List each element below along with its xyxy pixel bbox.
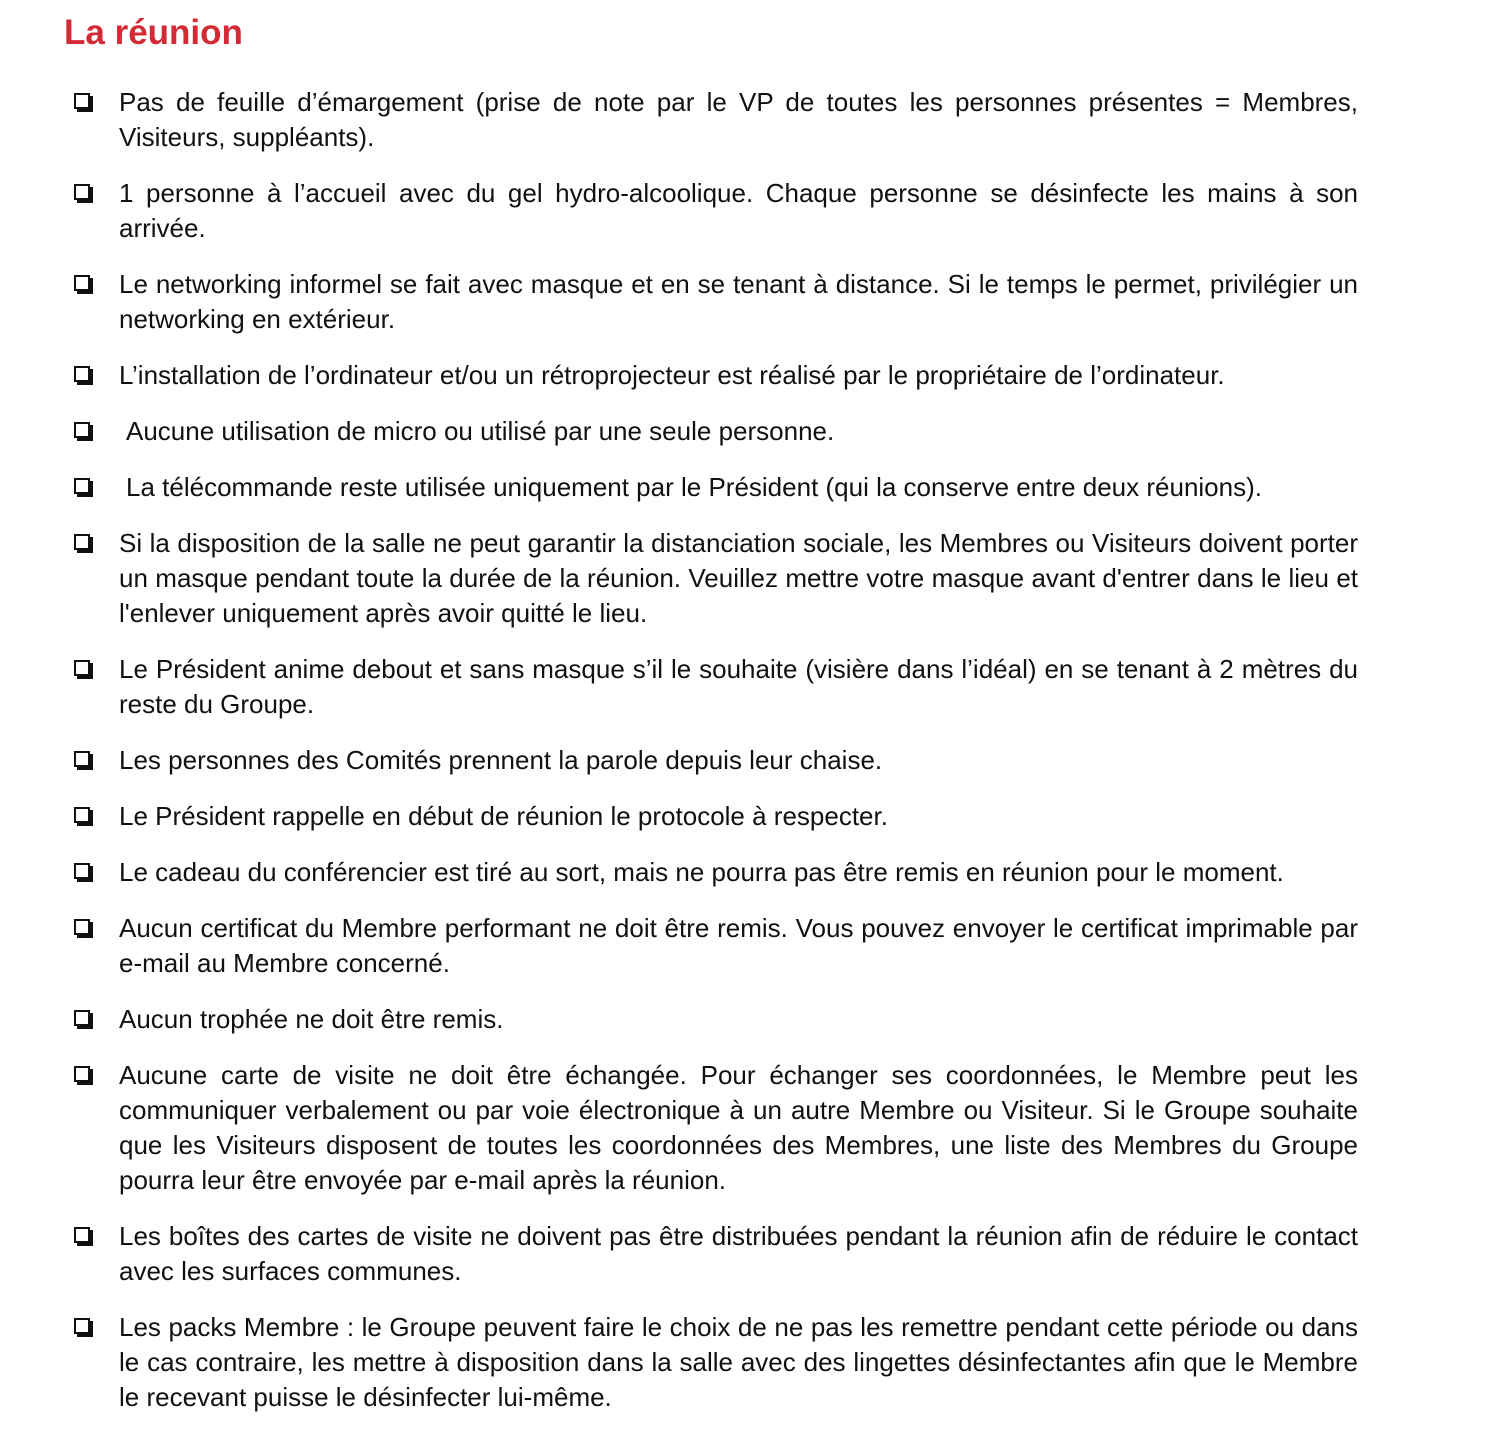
square-checkbox-icon	[74, 1066, 90, 1082]
square-checkbox-icon	[74, 919, 90, 935]
list-item	[72, 176, 1358, 246]
list-item	[72, 358, 1358, 393]
list-item	[72, 1310, 1358, 1415]
square-checkbox-icon	[74, 1227, 90, 1243]
list-item	[72, 652, 1358, 722]
list-item	[72, 267, 1358, 337]
square-checkbox-icon	[74, 478, 90, 494]
square-checkbox-icon	[74, 184, 90, 200]
list-item-text: Le Président rappelle en début de réunion le protocole à respecter.	[119, 801, 888, 831]
list-item-text: Aucune utilisation de micro ou utilisé par une seule personne.	[126, 416, 835, 446]
list-item-text: Aucun trophée ne doit être remis.	[119, 1004, 504, 1034]
square-checkbox-icon	[74, 422, 90, 438]
square-checkbox-icon	[74, 863, 90, 879]
list-item	[72, 470, 1358, 505]
list-item-text: Aucun certificat du Membre performant ne doit être remis. Vous pouvez envoyer le certificat imprimable par e-mail au Membre concerné.	[119, 913, 1358, 978]
list-item-text: Aucune carte de visite ne doit être échangée. Pour échanger ses coordonnées, le Membre peut les communiquer verbalement ou par voie électronique à un autre Membre ou Visiteur. Si le Groupe souhaite que les Visiteurs disposent de toutes les coordonnées des Membres, une liste des Membres du Groupe pourra leur être envoyée par e-mail après la réunion.	[119, 1060, 1358, 1195]
square-checkbox-icon	[74, 660, 90, 676]
list-item-text: Les personnes des Comités prennent la parole depuis leur chaise.	[119, 745, 883, 775]
list-item-text: Les boîtes des cartes de visite ne doivent pas être distribuées pendant la réunion afin de réduire le contact avec les surfaces communes.	[119, 1221, 1358, 1286]
list-item-text: Le networking informel se fait avec masque et en se tenant à distance. Si le temps le permet, privilégier un networking en extérieur.	[119, 269, 1358, 334]
square-checkbox-icon	[74, 534, 90, 550]
list-item-text: La télécommande reste utilisée uniquement par le Président (qui la conserve entre deux réunions).	[126, 472, 1262, 502]
list-item	[72, 799, 1358, 834]
list-item	[72, 414, 1358, 449]
square-checkbox-icon	[74, 1010, 90, 1026]
list-item	[72, 1219, 1358, 1289]
list-item-text: Les packs Membre : le Groupe peuvent faire le choix de ne pas les remettre pendant cette période ou dans le cas contraire, les mettre à disposition dans la salle avec des lingettes désinfectantes afin que le Membre le recevant puisse le désinfecter lui-même.	[119, 1312, 1358, 1412]
list-item	[72, 85, 1358, 155]
square-checkbox-icon	[74, 751, 90, 767]
square-checkbox-icon	[74, 93, 90, 109]
square-checkbox-icon	[74, 366, 90, 382]
list-item	[72, 911, 1358, 981]
section-title: La réunion	[64, 13, 243, 52]
rules-list	[72, 85, 1358, 1436]
list-item	[72, 526, 1358, 631]
square-checkbox-icon	[74, 275, 90, 291]
list-item	[72, 1002, 1358, 1037]
square-checkbox-icon	[74, 1318, 90, 1334]
list-item	[72, 743, 1358, 778]
list-item-text: Le cadeau du conférencier est tiré au sort, mais ne pourra pas être remis en réunion pour le moment.	[119, 857, 1284, 887]
list-item-text: 1 personne à l’accueil avec du gel hydro-alcoolique. Chaque personne se désinfecte les mains à son arrivée.	[119, 178, 1358, 243]
list-item	[72, 855, 1358, 890]
list-item-text: Le Président anime debout et sans masque s’il le souhaite (visière dans l’idéal) en se tenant à 2 mètres du reste du Groupe.	[119, 654, 1358, 719]
list-item-text: L’installation de l’ordinateur et/ou un rétroprojecteur est réalisé par le propriétaire de l’ordinateur.	[119, 360, 1225, 390]
list-item	[72, 1058, 1358, 1198]
square-checkbox-icon	[74, 807, 90, 823]
list-item-text: Pas de feuille d’émargement (prise de note par le VP de toutes les personnes présentes = Membres, Visiteurs, suppléants).	[119, 87, 1358, 152]
list-item-text: Si la disposition de la salle ne peut garantir la distanciation sociale, les Membres ou Visiteurs doivent porter un masque pendant toute la durée de la réunion. Veuillez mettre votre masque avant d'entrer dans le lieu et l'enlever uniquement après avoir quitté le lieu.	[119, 528, 1358, 628]
